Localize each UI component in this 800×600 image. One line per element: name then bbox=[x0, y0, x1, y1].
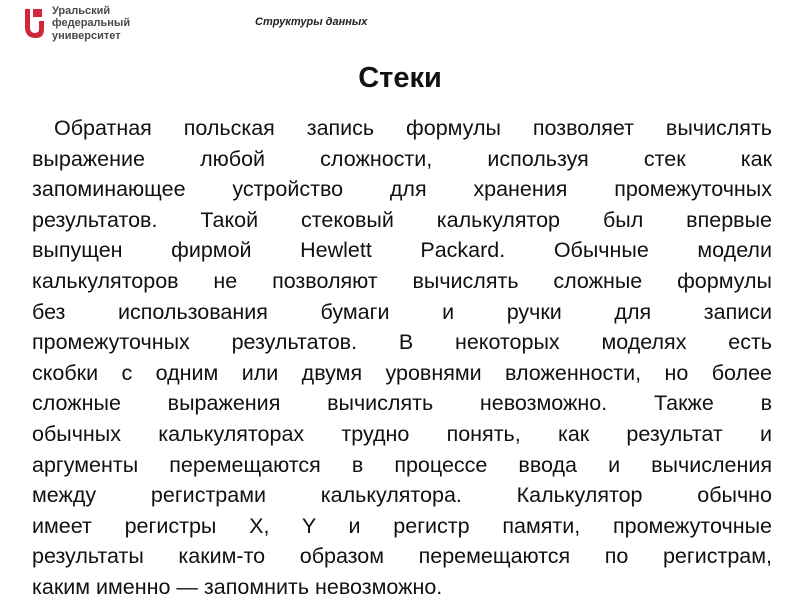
university-name bbox=[52, 5, 182, 42]
university-logo bbox=[22, 5, 182, 43]
text-line: между регистрами калькулятора. Калькулятор обычно bbox=[32, 483, 772, 508]
slide-header bbox=[0, 0, 800, 46]
text-line: сложные выражения вычислять невозможно. Также в bbox=[32, 391, 772, 416]
body-paragraph bbox=[32, 113, 772, 600]
text-line: Обратная польская запись формулы позволяет вычислять bbox=[54, 116, 772, 140]
text-line: промежуточных результатов. В некоторых моделях есть bbox=[32, 330, 772, 355]
text-line: аргументы перемещаются в процессе ввода и вычисления bbox=[32, 452, 772, 477]
urfu-logo-mark-icon bbox=[22, 7, 46, 41]
text-line: без использования бумаги и ручки для записи bbox=[32, 299, 772, 324]
text-line: скобки с одним или двумя уровнями вложенности, но более bbox=[32, 360, 772, 385]
text-line: результатов. Такой стековый калькулятор был впервые bbox=[32, 207, 772, 232]
text-line: запоминающее устройство для хранения промежуточных bbox=[32, 177, 772, 202]
text-line: каким именно — запомнить невозможно. bbox=[32, 574, 443, 599]
course-title: Структуры данных bbox=[255, 16, 368, 28]
text-line: калькуляторов не позволяют вычислять сложные формулы bbox=[32, 268, 772, 293]
text-line: результаты каким-то образом перемещаются по регистрам, bbox=[32, 544, 772, 569]
text-line: имеет регистры X, Y и регистр памяти, промежуточные bbox=[32, 513, 772, 538]
text-line: выражение любой сложности, используя стек как bbox=[32, 146, 772, 171]
logo-line: федеральный bbox=[52, 17, 131, 30]
logo-line: университет bbox=[52, 29, 121, 42]
text-line: обычных калькуляторах трудно понять, как результат и bbox=[32, 421, 772, 446]
logo-line: Уральский bbox=[52, 5, 111, 17]
slide-title: Стеки bbox=[358, 62, 442, 94]
text-line: выпущен фирмой Hewlett Packard. Обычные модели bbox=[32, 238, 772, 263]
